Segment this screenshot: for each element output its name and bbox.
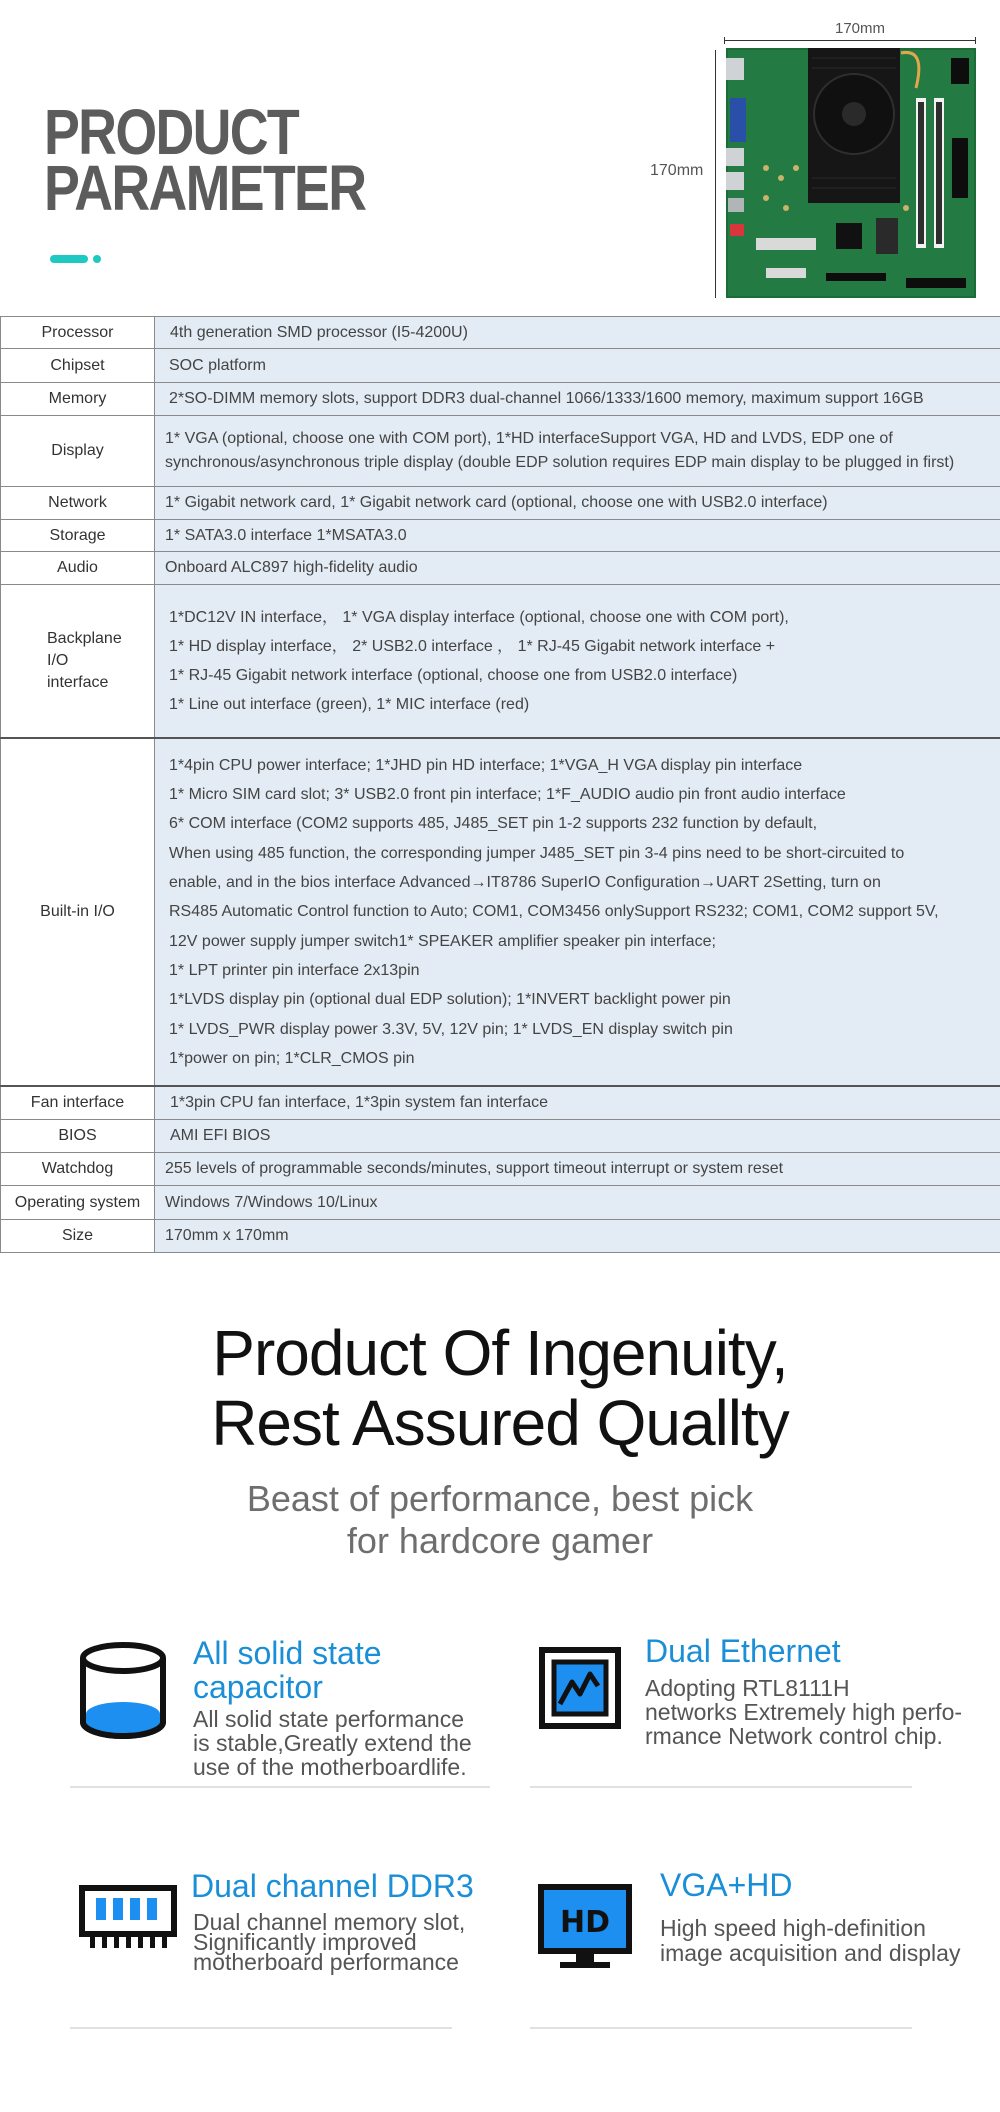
accent-bar bbox=[50, 255, 88, 263]
table-row bbox=[0, 416, 1000, 487]
table-row bbox=[0, 585, 1000, 739]
spec-key: Watchdog bbox=[0, 1153, 155, 1185]
spec-value: 1*4pin CPU power interface; 1*JHD pin HD interface; 1*VGA_H VGA display pin interface 1* Micro SIM card slot; 3* USB2.0 front pin interface; 1*F_AUDIO audio pin front audio interface 6* COM interface (COM2 supports 485, J485_SET pin 1-2 supports 232 function by default, When using 485 function, the corresponding jumper J485_SET pin 3-4 pins need to be short-circuited to enable, and in the bios interface Advanced→IT8786 SuperIO Configuration→UART 2Setting, turn on RS485 Automatic Control function to Auto; COM1, COM3456 onlySupport RS232; COM1, COM2 support 5V, 12V power supply jumper switch1* SPEAKER amplifier speaker pin interface; 1* LPT printer pin interface 2x13pin 1*LVDS display pin (optional dual EDP solution); 1*INVERT backlight power pin 1* LVDS_PWR display power 3.3V, 5V, 12V pin; 1* LVDS_EN display switch pin 1*power on pin; 1*CLR_CMOS pin bbox=[155, 739, 1000, 1085]
subslogan-line-1: Beast of performance, best pick bbox=[246, 1478, 754, 1519]
feature-title: Dual channel DDR3 bbox=[191, 1868, 474, 1904]
accent-dot bbox=[93, 255, 101, 263]
table-row bbox=[0, 520, 1000, 552]
feature-description: High speed high-definition image acquisition and display bbox=[660, 1915, 961, 1966]
divider bbox=[70, 2027, 452, 2029]
height-dimension-line bbox=[715, 50, 716, 298]
spec-value: 1* SATA3.0 interface 1*MSATA3.0 bbox=[155, 520, 1000, 551]
divider bbox=[530, 1786, 912, 1788]
width-dimension-label: 170mm bbox=[834, 20, 886, 37]
hd-monitor-icon bbox=[536, 1882, 634, 1974]
table-row bbox=[0, 1120, 1000, 1153]
subslogan-line-2: for hardcore gamer bbox=[346, 1520, 654, 1561]
spec-key: Storage bbox=[0, 520, 155, 551]
spec-key: Network bbox=[0, 487, 155, 519]
svg-text:HD: HD bbox=[559, 1905, 611, 1940]
table-row bbox=[0, 739, 1000, 1087]
table-row bbox=[0, 317, 1000, 349]
table-row bbox=[0, 1186, 1000, 1220]
spec-key: Processor bbox=[0, 317, 155, 348]
divider bbox=[530, 2027, 912, 2029]
table-row bbox=[0, 383, 1000, 416]
ethernet-monitor-icon bbox=[538, 1646, 622, 1730]
spec-key: Memory bbox=[0, 383, 155, 415]
spec-value: SOC platform bbox=[155, 349, 1000, 382]
spec-key: Size bbox=[0, 1220, 155, 1252]
divider bbox=[70, 1786, 490, 1788]
slogan-heading bbox=[0, 1318, 1000, 1458]
slogan-line-1: Product Of Ingenuity, bbox=[212, 1317, 788, 1389]
slogan-line-2: Rest Assured Quallty bbox=[211, 1387, 789, 1459]
capacitor-icon bbox=[78, 1640, 168, 1740]
table-row bbox=[0, 552, 1000, 585]
spec-key: BIOS bbox=[0, 1120, 155, 1152]
spec-key: Audio bbox=[0, 552, 155, 584]
motherboard-image bbox=[726, 48, 976, 298]
spec-value: Windows 7/Windows 10/Linux bbox=[155, 1186, 1000, 1219]
spec-value: 2*SO-DIMM memory slots, support DDR3 dual-channel 1066/1333/1600 memory, maximum support 16GB bbox=[155, 383, 1000, 415]
page-title bbox=[44, 96, 380, 224]
spec-value: 1*3pin CPU fan interface, 1*3pin system fan interface bbox=[155, 1087, 1000, 1119]
spec-value: Onboard ALC897 high-fidelity audio bbox=[155, 552, 1000, 584]
width-dimension-line bbox=[724, 40, 976, 41]
table-row bbox=[0, 1220, 1000, 1253]
spec-value: AMI EFI BIOS bbox=[155, 1120, 1000, 1152]
spec-key: Display bbox=[0, 416, 155, 486]
spec-table bbox=[0, 316, 1000, 1253]
slogan-subheading bbox=[0, 1478, 1000, 1562]
feature-description: All solid state performance is stable,Greatly extend the use of the motherboardlife. bbox=[193, 1706, 472, 1780]
title-line-1: PRODUCT bbox=[44, 96, 299, 168]
spec-value: 255 levels of programmable seconds/minutes, support timeout interrupt or system reset bbox=[155, 1153, 1000, 1185]
table-row bbox=[0, 487, 1000, 520]
feature-description: Dual channel memory slot, Significantly improved motherboard performance bbox=[193, 1909, 466, 1975]
spec-key: Chipset bbox=[0, 349, 155, 382]
spec-key: Built-in I/O bbox=[0, 739, 155, 1085]
table-row bbox=[0, 349, 1000, 383]
spec-key: Backplane I/O interface bbox=[0, 585, 155, 737]
title-line-2: PARAMETER bbox=[44, 152, 366, 224]
spec-value: 4th generation SMD processor (I5-4200U) bbox=[155, 317, 1000, 348]
spec-value: 170mm x 170mm bbox=[155, 1220, 1000, 1252]
feature-description: Adopting RTL8111H networks Extremely high perfo- rmance Network control chip. bbox=[645, 1675, 963, 1749]
feature-title: All solid state capacitor bbox=[193, 1635, 382, 1705]
spec-key: Operating system bbox=[0, 1186, 155, 1219]
spec-value: 1* Gigabit network card, 1* Gigabit network card (optional, choose one with USB2.0 interface) bbox=[155, 487, 1000, 519]
feature-title: VGA+HD bbox=[660, 1867, 793, 1903]
feature-title: Dual Ethernet bbox=[645, 1633, 841, 1669]
table-row bbox=[0, 1087, 1000, 1120]
height-dimension-label: 170mm bbox=[650, 162, 704, 179]
spec-value: 1* VGA (optional, choose one with COM port), 1*HD interfaceSupport VGA, HD and LVDS, EDP one of synchronous/asynchronous triple display (double EDP solution requires EDP main display to be plugged in first) bbox=[155, 416, 1000, 486]
spec-key: Fan interface bbox=[0, 1087, 155, 1119]
table-row bbox=[0, 1153, 1000, 1186]
spec-value: 1*DC12V IN interface， 1* VGA display interface (optional, choose one with COM port), 1* HD display interface， 2* USB2.0 interface ， 1* RJ-45 Gigabit network interface + 1* RJ-45 Gigabit network interface (optional, choose one from USB2.0 interface) 1* Line out interface (green), 1* MIC interface (red) bbox=[155, 585, 1000, 737]
memory-module-icon bbox=[78, 1882, 178, 1952]
